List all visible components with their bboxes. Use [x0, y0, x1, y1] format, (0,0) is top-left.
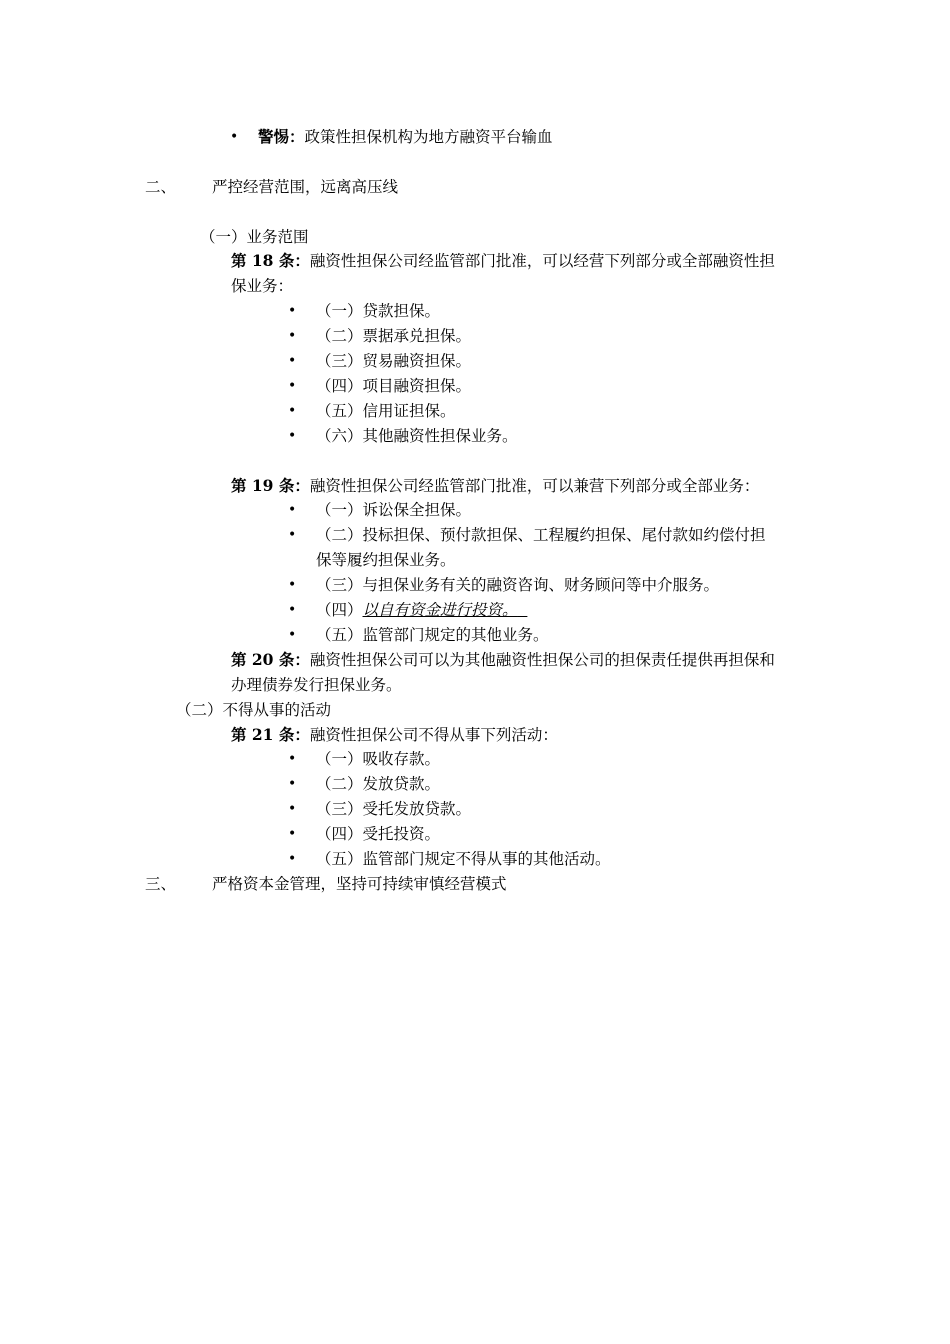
art18-item: （三）贸易融资担保。	[316, 352, 472, 370]
art19-item: （一）诉讼保全担保。	[316, 501, 472, 519]
bullet-marker: •	[288, 826, 297, 842]
bullet-marker: •	[288, 801, 297, 817]
art21-item: （三）受托发放贷款。	[316, 800, 472, 818]
bullet-marker: •	[288, 502, 297, 518]
art19-item: （二）投标担保、预付款担保、工程履约担保、尾付款如约偿付担	[316, 526, 766, 544]
bullet-marker: •	[288, 428, 297, 444]
art19-item4-emphasis: 以自有资金进行投资。	[362, 601, 518, 619]
art21-item: （四）受托投资。	[316, 825, 441, 843]
bullet-marker: •	[288, 627, 297, 643]
warning-line	[258, 127, 553, 147]
art21-item: （一）吸收存款。	[316, 750, 441, 768]
section2-number: 二、	[145, 178, 177, 196]
art18-item: （四）项目融资担保。	[316, 377, 472, 395]
art19-item: （五）监管部门规定的其他业务。	[316, 626, 549, 644]
section3-title: 严格资本金管理，坚持可持续审慎经营模式	[212, 875, 507, 893]
sub2-title: （二）不得从事的活动	[176, 701, 332, 719]
art19-item4-prefix: （四）	[316, 601, 363, 619]
art19-item	[316, 600, 527, 620]
art20-text1: 融资性担保公司可以为其他融资性担保公司的担保责任提供再担保和	[309, 651, 775, 669]
art20-line1	[231, 650, 775, 670]
art21-text: 融资性担保公司不得从事下列活动：	[309, 726, 558, 744]
bullet-marker: •	[288, 403, 297, 419]
art21-item: （五）监管部门规定不得从事的其他活动。	[316, 850, 611, 868]
section3-number: 三、	[145, 875, 177, 893]
bullet-marker: •	[288, 602, 297, 618]
art21-label: 第 21 条：	[231, 725, 310, 744]
bullet-marker: •	[288, 751, 297, 767]
warning-label: 警惕：	[258, 127, 305, 146]
art18-item: （五）信用证担保。	[316, 402, 456, 420]
art19-item-continuation: 保等履约担保业务。	[316, 551, 456, 569]
bullet-marker: •	[288, 328, 297, 344]
bullet-marker: •	[288, 353, 297, 369]
bullet-marker: •	[288, 776, 297, 792]
bullet-marker: •	[288, 527, 297, 543]
art20-label: 第 20 条：	[231, 650, 310, 669]
art21-line	[231, 725, 558, 745]
art19-line	[231, 476, 759, 496]
bullet-marker: •	[288, 851, 297, 867]
art20-line2: 办理债券发行担保业务。	[231, 676, 402, 694]
bullet-marker: •	[230, 129, 239, 145]
art18-item: （六）其他融资性担保业务。	[316, 427, 518, 445]
sub1-title: （一）业务范围	[200, 228, 309, 246]
art21-item: （二）发放贷款。	[316, 775, 441, 793]
bullet-marker: •	[288, 378, 297, 394]
art19-text: 融资性担保公司经监管部门批准，可以兼营下列部分或全部业务：	[309, 477, 760, 495]
section2-title: 严控经营范围，远离高压线	[212, 178, 399, 196]
art18-text1: 融资性担保公司经监管部门批准，可以经营下列部分或全部融资性担	[309, 252, 775, 270]
warning-text: 政策性担保机构为地方融资平台输血	[304, 128, 553, 146]
bullet-marker: •	[288, 577, 297, 593]
art18-line1	[231, 251, 775, 271]
art18-item: （二）票据承兑担保。	[316, 327, 472, 345]
bullet-marker: •	[288, 303, 297, 319]
art19-item: （三）与担保业务有关的融资咨询、财务顾问等中介服务。	[316, 576, 720, 594]
art18-label: 第 18 条：	[231, 251, 310, 270]
art18-item: （一）贷款担保。	[316, 302, 441, 320]
art18-line2: 保业务：	[231, 277, 294, 295]
art19-label: 第 19 条：	[231, 476, 310, 495]
